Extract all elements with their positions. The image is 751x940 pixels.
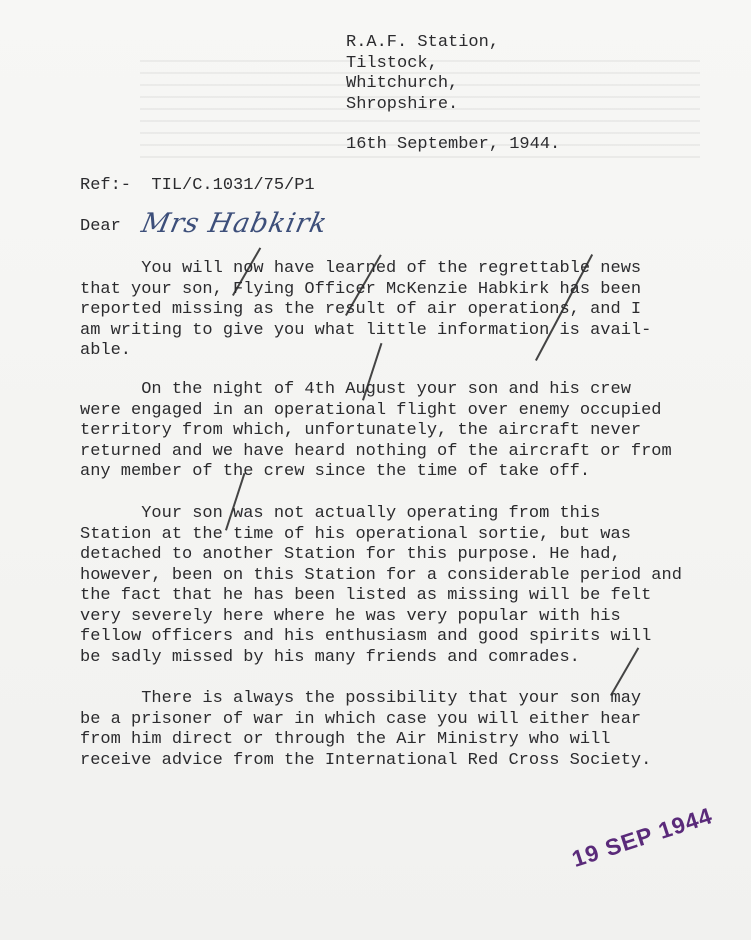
text-line: the fact that he has been listed as missing will be felt <box>80 586 652 605</box>
paragraph-2 <box>80 380 672 483</box>
address-line: R.A.F. Station, <box>346 33 500 52</box>
text-line: any member of the crew since the time of take off. <box>80 462 591 481</box>
text-line: however, been on this Station for a considerable period and <box>80 565 682 585</box>
text-line: On the night of 4th August your son and his crew <box>80 380 631 399</box>
text-line: detached to another Station for this purpose. He had, <box>80 545 621 564</box>
address-line: Shropshire. <box>346 94 459 114</box>
text-line: reported missing as the result of air operations, and I <box>80 300 642 319</box>
address-line: Tilstock, <box>346 53 438 73</box>
text-line: that your son, Flying Officer McKenzie Habkirk has been <box>80 279 642 299</box>
text-line: able. <box>80 341 132 360</box>
text-line: You will now have learned of the regrettable news <box>80 259 642 278</box>
text-line: very severely here where he was very popular with his <box>80 606 621 626</box>
received-date-stamp: 19 SEP 1944 <box>568 802 716 873</box>
salutation: Dear <box>80 217 121 236</box>
paragraph-1 <box>80 259 651 362</box>
text-line: territory from which, unfortunately, the aircraft never <box>80 421 642 440</box>
letter-date: 16th September, 1944. <box>346 135 561 154</box>
text-line: be a prisoner of war in which case you will either hear <box>80 709 642 729</box>
text-line: Your son was not actually operating from this <box>80 504 601 523</box>
text-line: be sadly missed by his many friends and comrades. <box>80 647 580 667</box>
text-line: Station at the time of his operational sortie, but was <box>80 524 631 544</box>
text-line: receive advice from the International Red Cross Society. <box>80 750 652 770</box>
text-line: from him direct or through the Air Ministry who will <box>80 730 611 749</box>
text-line: were engaged in an operational flight over enemy occupied <box>80 400 662 420</box>
handwritten-addressee: Mrs Habkirk <box>138 208 331 239</box>
reference-number: Ref:- TIL/C.1031/75/P1 <box>80 176 315 195</box>
paragraph-4 <box>80 689 651 771</box>
paragraph-3 <box>80 504 682 668</box>
sender-address <box>346 33 499 115</box>
address-line: Whitchurch, <box>346 74 459 93</box>
text-line: returned and we have heard nothing of the aircraft or from <box>80 441 672 461</box>
text-line: am writing to give you what little information is avail- <box>80 320 652 340</box>
text-line: fellow officers and his enthusiasm and good spirits will <box>80 627 652 646</box>
text-line: There is always the possibility that your son may <box>80 689 642 708</box>
